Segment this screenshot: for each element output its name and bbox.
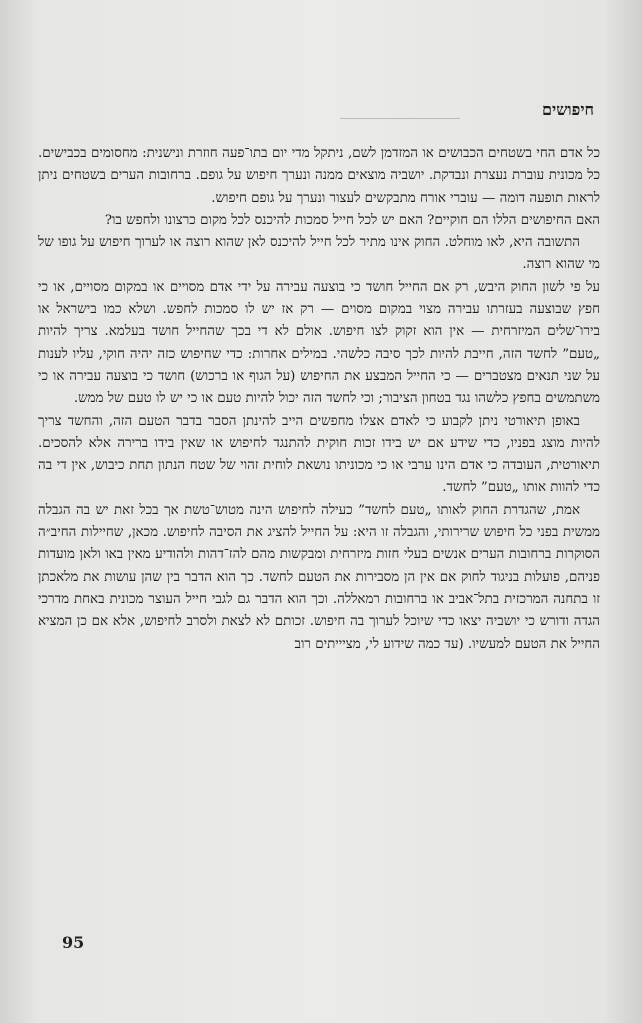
- paragraph-2: האם החיפושים הללו הם חוקיים? האם יש לכל חייל סמכות להיכנס לכל מקום כרצונו ולחפש בו?: [104, 212, 600, 228]
- paragraph-6: אמת, שהגדרת החוק לאותו „טעם לחשד” כעילה לחיפוש הינה מטוש־טשת אך בכל זאת יש בה הגבלה ממשית בפני כל חיפוש שרירותי, והגבלה זו היא: על החייל להציג את הסיבה לחיפוש. מכאן, שחיילות החיב״ה הסוקרות ברחובות הערים אנשים בעלי חזות מיזרחית ומבקשות מהם להז־דהות ולהודיע מאין באו ולאן מועדות פניהם, פועלות בניגוד לחוק אם אין הן מסבירות את הטעם לחשד. כך הוא הדבר בין שהן עושות את מלאכתן זו בתחנה המרכזית בתל־אביב או ברחובות רמאללה. וכך הוא הדבר גם לגבי חייל העוצר מכונית באחת מדרכי הגדה ודורש כי יושביה יצאו כדי שיוכל לערוך בה חיפוש. זכותם לא לצאת ולסרב לחיפוש, אלא אם כן המציא החייל את הטעם למעשיו. (עד כמה שידוע לי, מציייתים רוב: [38, 502, 600, 652]
- page-number: 95: [62, 933, 85, 952]
- paragraph-3: התשובה היא, לאו מוחלט. החוק אינו מתיר לכל חייל להיכנס לאן שהוא רוצה או לערוך חיפוש על גופו של מי שהוא רוצה.: [38, 235, 600, 273]
- paragraph-1: כל אדם החי בשטחים הכבושים או המזדמן לשם, ניתקל מדי יום בתו־פעה חוזרת ונישנית: מחסומים בכבישים. כל מכונית עוברת נעצרת ונבדקת. יושביה מוצאים ממנה ונערך חיפוש על גופם. ברחובות הערים בשטחים ניתן לראות תופעה דומה — עוברי אורח מתבקשים לעצור ונערך על גופם חיפוש.: [38, 146, 600, 206]
- running-header: חיפושים: [542, 100, 594, 119]
- paragraph-4: על פי לשון החוק היבש, רק אם החייל חושד כי בוצעה עבירה על ידי אדם מסויים או במקום מסויים, או כי חפץ שבוצעה בעזרתו עבירה מצוי במקום מסוים — רק אז יש לו סמכות לחפש. ושלא כמו בישראל או בירו־שלים המיזרחית — אין הוא זקוק לצו חיפוש. אולם לא די בכך שהחייל חושד בעלמא. צריך להיות „טעם” לחשד הזה, חייבת להיות לכך סיבה כלשהי. במילים אחרות: כדי שחיפוש כזה יהיה חוקי, עליו לענות על שני תנאים מצטברים — כי החייל המבצע את החיפוש (על הגוף או ברכוש) חושד כי בוצעה עבירה או כי משתמשים בחפץ כלשהו נגד בטחון הציבור; וכי לחשד הזה יכול להיות טעם או כי יש לו טעם של ממש.: [38, 279, 600, 407]
- header-divider: [340, 118, 460, 119]
- paragraph-5: באופן תיאורטי ניתן לקבוע כי לאדם אצלו מחפשים הייב להינתן הסבר בדבר הטעם הזה, והחשד צריך להיות מוצג בפניו, כדי שידע אם יש בידו זכות חוקית להתנגד לחיפוש או שאין בידו ברירה אלא להסכים. תיאורטית, העובדה כי אדם הינו ערבי או כי מכוניתו נושאת לוחית זהוי של שטח הנתון תחת כיבוש, אין די בה כדי להוות אותו „טעם” לחשד.: [38, 413, 600, 496]
- body-text: [38, 143, 600, 656]
